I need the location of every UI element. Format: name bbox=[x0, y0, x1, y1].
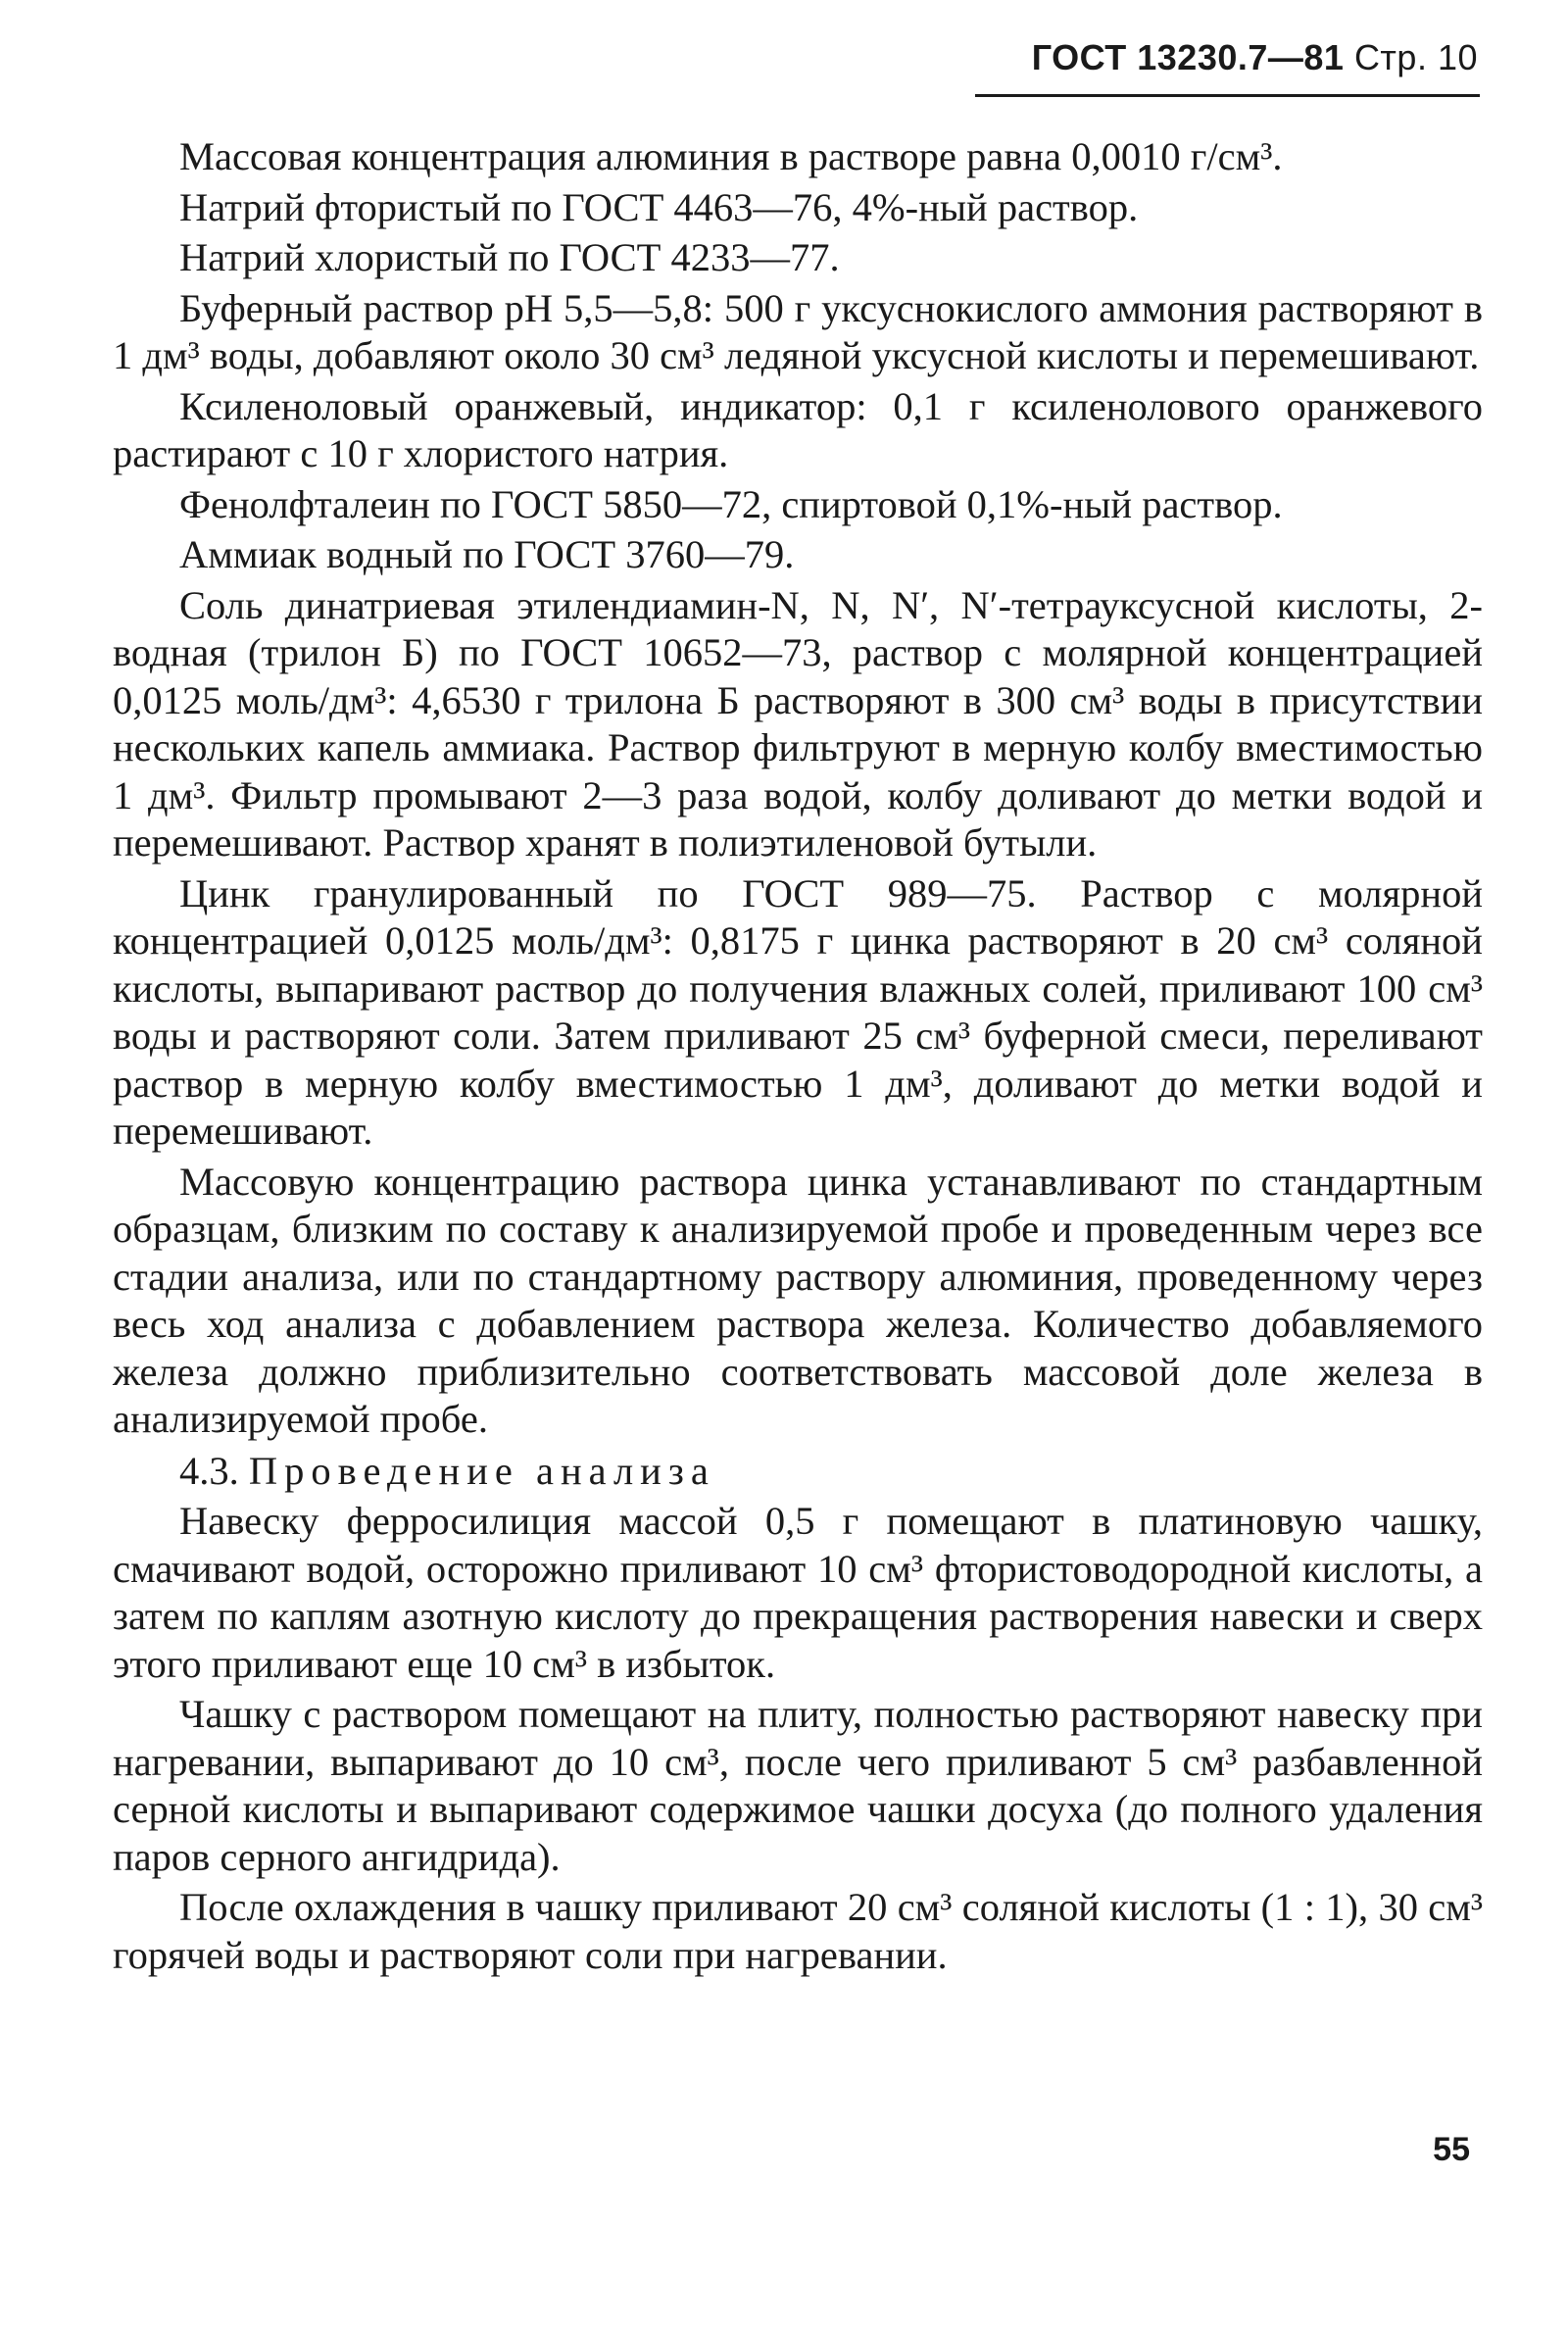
paragraph: Навеску ферросилиция массой 0,5 г помещают в платиновую чашку, смачивают водой, осторожно приливают 10 см³ фтористоводородной кислоты, а затем по каплям азотную кислоту до прекращения растворения навески и сверх этого приливают еще 10 см³ в избыток. bbox=[113, 1499, 1483, 1686]
paragraph: Натрий хлористый по ГОСТ 4233—77. bbox=[179, 235, 840, 279]
page-label: Стр. 10 bbox=[1353, 37, 1478, 77]
paragraph: Соль динатриевая этилендиамин-N, N, N′, N′-тетрауксусной кислоты, 2-водная (трилон Б) по ГОСТ 10652—73, раствор с молярной концентрацией 0,0125 моль/дм³: 4,6530 г трилона Б растворяют в 300 см³ воды в присутствии нескольких капель аммиака. Раствор фильтруют в мерную колбу вместимостью 1 дм³. Фильтр промывают 2—3 раза водой, колбу доливают до метки водой и перемешивают. Раствор хранят в полиэтиленовой бутыли. bbox=[113, 582, 1483, 865]
paragraph: Натрий фтористый по ГОСТ 4463—76, 4%-ный раствор. bbox=[179, 184, 1139, 229]
section-number: 4.3. bbox=[179, 1448, 239, 1493]
standard-number: ГОСТ 13230.7—81 bbox=[1031, 37, 1345, 77]
paragraph: После охлаждения в чашку приливают 20 см³ соляной кислоты (1 : 1), 30 см³ горячей воды и растворяют соли при нагревании. bbox=[113, 1885, 1483, 1977]
paragraph: Чашку с раствором помещают на плиту, полностью растворяют навеску при нагревании, выпаривают до 10 см³, после чего приливают 5 см³ разбавленной серной кислоты и выпаривают содержимое чашки досуха (до полного удаления паров серного ангидрида). bbox=[113, 1692, 1483, 1879]
section-heading bbox=[113, 1448, 1483, 1496]
body-text bbox=[113, 133, 1483, 1979]
running-header bbox=[968, 37, 1478, 78]
paragraph: Цинк гранулированный по ГОСТ 989—75. Раствор с молярной концентрацией 0,0125 моль/дм³: 0,8175 г цинка растворяют в 20 см³ соляной кислоты, выпаривают раствор до получения влажных солей, приливают 100 см³ воды и растворяют соли. Затем приливают 25 см³ буферной смеси, переливают раствор в мерную колбу вместимостью 1 дм³, доливают до метки водой и перемешивают. bbox=[113, 870, 1483, 1153]
paragraph: Ксиленоловый оранжевый, индикатор: 0,1 г ксиленолового оранжевого растирают с 10 г хлористого натрия. bbox=[113, 383, 1483, 475]
page-number: 55 bbox=[1433, 2131, 1470, 2168]
paragraph: Аммиак водный по ГОСТ 3760—79. bbox=[179, 532, 795, 576]
paragraph: Фенолфталеин по ГОСТ 5850—72, спиртовой 0,1%-ный раствор. bbox=[179, 481, 1283, 526]
header-rule bbox=[975, 94, 1480, 97]
paragraph: Буферный раствор рН 5,5—5,8: 500 г уксуснокислого аммония растворяют в 1 дм³ воды, добавляют около 30 см³ ледяной уксусной кислоты и перемешивают. bbox=[113, 285, 1483, 377]
paragraph: Массовую концентрацию раствора цинка устанавливают по стандартным образцам, близким по составу к анализируемой пробе и проведенным через все стадии анализа, или по стандартному раствору алюминия, проведенному через весь ход анализа с добавлением раствора железа. Количество добавляемого железа должно приблизительно соответствовать массовой доле железа в анализируемой пробе. bbox=[113, 1159, 1483, 1441]
section-title: Проведение анализа bbox=[248, 1448, 715, 1493]
paragraph: Массовая концентрация алюминия в растворе равна 0,0010 г/см³. bbox=[179, 134, 1283, 178]
